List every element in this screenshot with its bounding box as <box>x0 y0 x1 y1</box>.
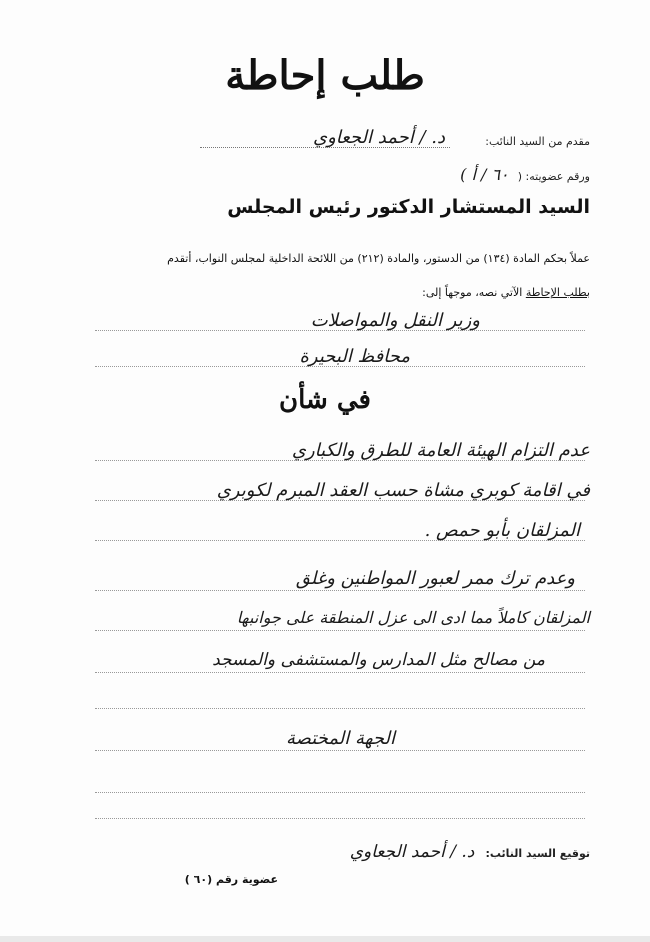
submitter-label: مقدم من السيد النائب: <box>485 135 590 148</box>
body-line: المزلقان بأبو حمص . <box>424 520 580 541</box>
submitter-dotted-line <box>200 147 450 148</box>
submitter-line <box>50 127 590 149</box>
ruled-line <box>95 630 585 631</box>
membership-label: ورقم عضويته: ( <box>517 170 590 183</box>
submitter-handwritten-name: د. / أحمد الجعاوي <box>312 127 445 148</box>
intro-line-2-rest: الآتي نصه، موجهاً إلى: <box>422 286 526 299</box>
document-title: طلب إحاطة <box>225 52 425 99</box>
membership-number: ٦٠ / أ ) <box>460 165 509 184</box>
body-line: عدم التزام الهيئة العامة للطرق والكباري <box>291 440 590 461</box>
body-line: وعدم ترك ممر لعبور المواطنين وغلق <box>295 568 575 589</box>
ruled-line <box>95 792 585 793</box>
intro-line-1: عملاً بحكم المادة (١٣٤) من الدستور، والمادة (٢١٢) من اللائحة الداخلية لمجلس النواب، أتقدم <box>167 252 590 265</box>
ruled-line <box>95 750 585 751</box>
intro-line-2 <box>422 286 590 299</box>
membership-footer: عضوية رقم (٦٠ ) <box>184 873 278 886</box>
signature-label: توقيع السيد النائب: <box>485 847 590 860</box>
signature-handwritten: د. / أحمد الجعاوي <box>349 842 475 862</box>
addressee: السيد المستشار الدكتور رئيس المجلس <box>227 196 590 218</box>
request-type-underlined: بطلب الإحاطة <box>525 286 590 299</box>
page-bottom-edge <box>0 936 650 942</box>
ruled-line <box>95 672 585 673</box>
ruled-line <box>95 590 585 591</box>
ruled-line <box>95 708 585 709</box>
subject-heading: في شأن <box>279 385 371 415</box>
closing-recipient: الجهة المختصة <box>286 728 395 749</box>
body-line: في اقامة كوبري مشاة حسب العقد المبرم لكوبري <box>216 480 590 501</box>
membership-line <box>460 165 590 184</box>
body-line: من مصالح مثل المدارس والمستشفى والمسجد <box>212 650 545 670</box>
ruled-line <box>95 818 585 819</box>
body-line: المزلقان كاملاً مما ادى الى عزل المنطقة على جوانبها <box>236 608 590 627</box>
directed-to-2: محافظ البحيرة <box>299 346 410 367</box>
directed-to-1: وزير النقل والمواصلات <box>310 310 480 331</box>
signature-line <box>350 842 590 862</box>
